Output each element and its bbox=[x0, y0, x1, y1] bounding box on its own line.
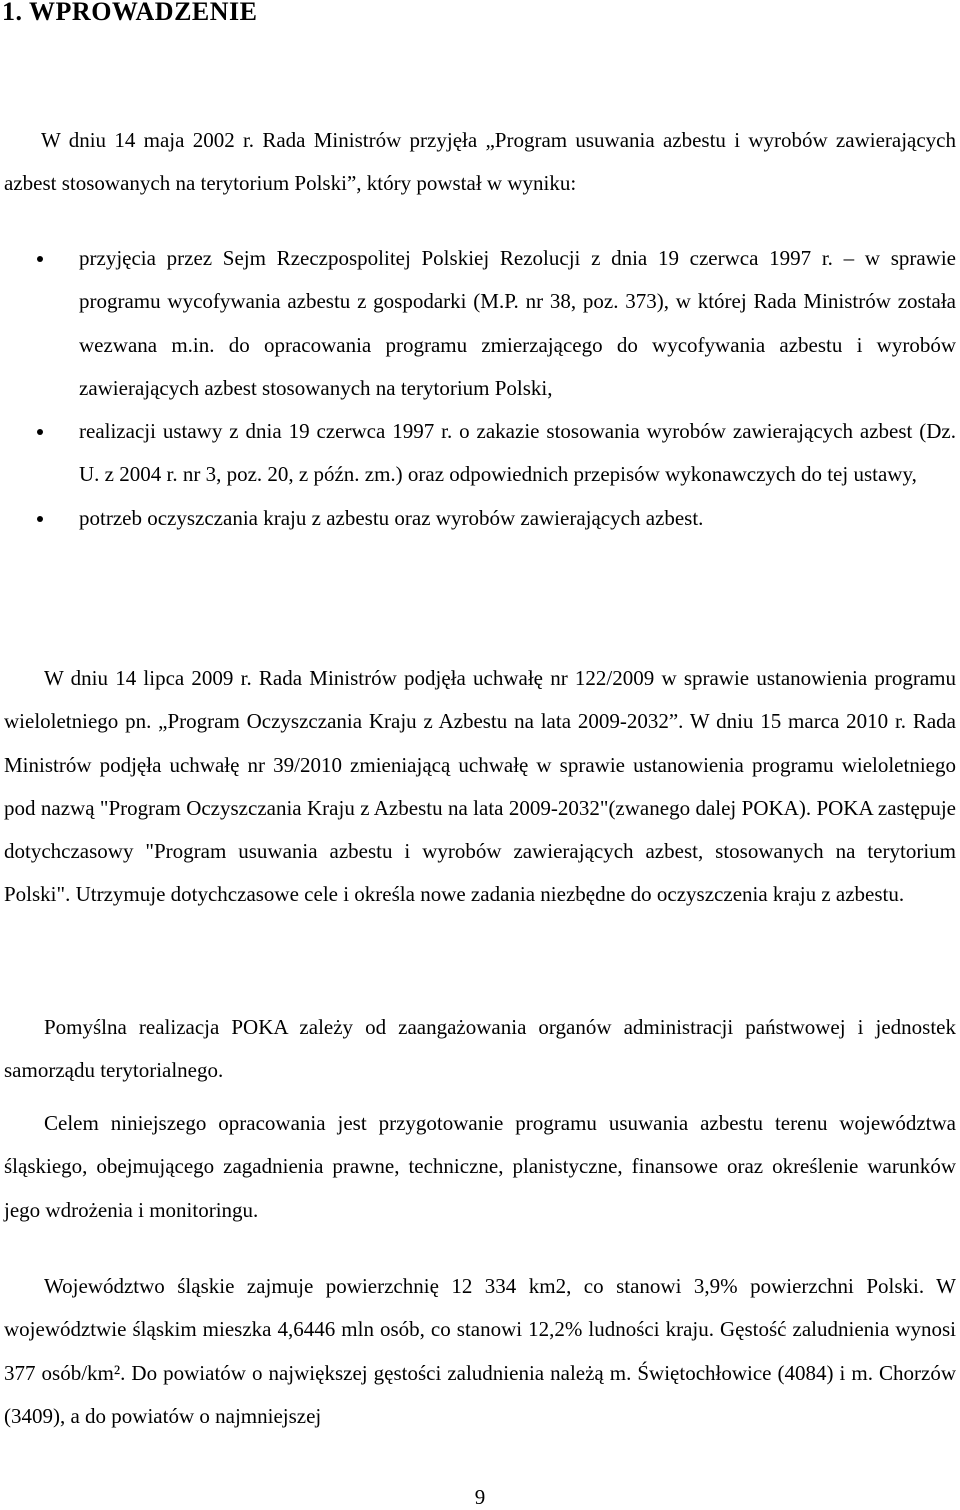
list-item-text: przyjęcia przez Sejm Rzeczpospolitej Polskiej Rezolucji z dnia 19 czerwca 1997 r. – w sprawie programu wycofywania azbestu z gospodarki (M.P. nr 38, poz. 373), w której Rada Ministrów została wezwana m.in. do opracowania programu zmierzającego do wycofywania azbestu i wyrobów zawierających azbest stosowanych na terytorium Polski, bbox=[79, 246, 956, 400]
intro-paragraph: W dniu 14 maja 2002 r. Rada Ministrów przyjęła „Program usuwania azbestu i wyrobów zawierających azbest stosowanych na terytorium Polski”, który powstał w wyniku: bbox=[4, 128, 956, 196]
list-item-text: realizacji ustawy z dnia 19 czerwca 1997 r. o zakazie stosowania wyrobów zawierających azbest (Dz. U. z 2004 r. nr 3, poz. 20, z późn. zm.) oraz odpowiednich przepisów wykonawczych do tej ustawy, bbox=[79, 419, 956, 487]
paragraph-poka-resolution: W dniu 14 lipca 2009 r. Rada Ministrów podjęła uchwałę nr 122/2009 w sprawie ustanowienia programu wieloletniego pn. „Program Oczyszczania Kraju z Azbestu na lata 2009-2032”. W dniu 15 marca 2010 r. Rada Ministrów podjęła uchwałę nr 39/2010 zmieniającą uchwałę w sprawie ustanowienia programu wieloletniego pod nazwą "Program Oczyszczania Kraju z Azbestu na lata 2009-2032"(zwanego dalej POKA). POKA zastępuje dotychczasowy "Program usuwania azbestu i wyrobów zawierających azbest, stosowanych na terytorium Polski". Utrzymuje dotychczasowe cele i określa nowe zadania niezbędne do oczyszczenia kraju z azbestu. bbox=[4, 666, 956, 907]
bullet-list bbox=[0, 237, 960, 540]
paragraph-poka-implementation: Pomyślna realizacja POKA zależy od zaangażowania organów administracji państwowej i jednostek samorządu terytorialnego. bbox=[4, 1015, 956, 1083]
section-heading: 1. WPROWADZENIE bbox=[2, 0, 258, 26]
bullet-icon bbox=[37, 429, 43, 435]
list-item bbox=[0, 497, 960, 540]
list-item-text: potrzeb oczyszczania kraju z azbestu oraz wyrobów zawierających azbest. bbox=[79, 505, 704, 530]
paragraph-purpose: Celem niniejszego opracowania jest przygotowanie programu usuwania azbestu terenu województwa śląskiego, obejmującego zagadnienia prawne, techniczne, planistyczne, finansowe oraz określenie warunków jego wdrożenia i monitoringu. bbox=[4, 1111, 956, 1222]
list-item bbox=[0, 410, 960, 497]
list-item bbox=[0, 237, 960, 410]
bullet-icon bbox=[37, 256, 43, 262]
bullet-icon bbox=[37, 516, 43, 522]
paragraph-voivodeship: Województwo śląskie zajmuje powierzchnię 12 334 km2, co stanowi 3,9% powierzchni Polski. W województwie śląskim mieszka 4,6446 mln osób, co stanowi 12,2% ludności kraju. Gęstość zaludnienia wynosi 377 osób/km². Do powiatów o największej gęstości zaludnienia należą m. Świętochłowice (4084) i m. Chorzów (3409), a do powiatów o najmniejszej bbox=[4, 1274, 956, 1428]
page-number: 9 bbox=[474, 1485, 486, 1509]
